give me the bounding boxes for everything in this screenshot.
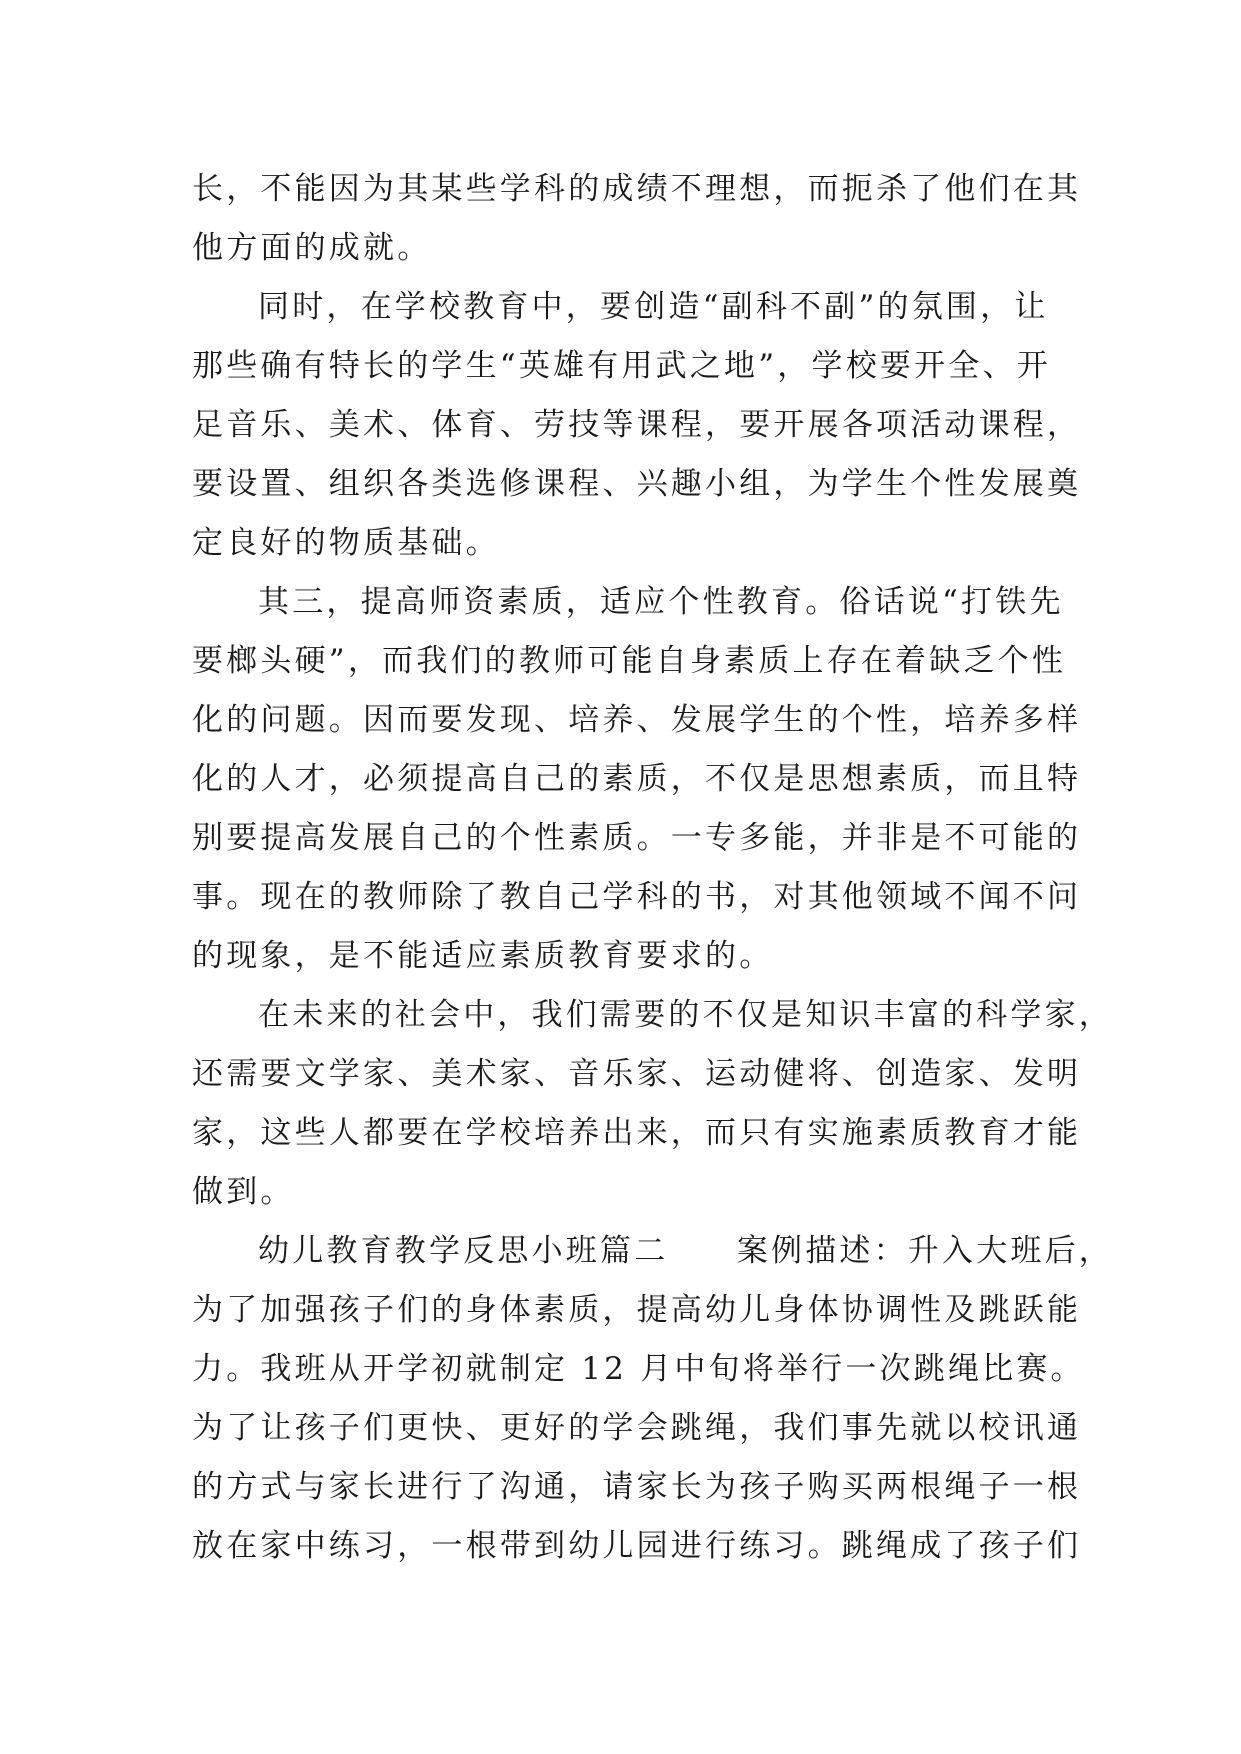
text-line: 事。现在的教师除了教自己学科的书，对其他领域不闻不问 (192, 879, 1082, 915)
text-line: 其三，提高师资素质，适应个性教育。俗话说“打铁先 (258, 584, 1064, 620)
text-line: 的方式与家长进行了沟通，请家长为孩子购买两根绳子一根 (192, 1469, 1082, 1505)
text-line: 那些确有特长的学生“英雄有用武之地”，学校要开全、开 (192, 348, 1051, 384)
body-text (192, 160, 1113, 1576)
text-line: 为了加强孩子们的身体素质，提高幼儿身体协调性及跳跃能 (192, 1292, 1082, 1328)
text-line: 足音乐、美术、体育、劳技等课程，要开展各项活动课程， (192, 407, 1082, 443)
text-line: 做到。 (192, 1174, 295, 1210)
text-line: 定良好的物质基础。 (192, 525, 500, 561)
text-line: 长，不能因为其某些学科的成绩不理想，而扼杀了他们在其 (192, 171, 1082, 207)
text-line: 家，这些人都要在学校培养出来，而只有实施素质教育才能 (192, 1115, 1082, 1151)
text-line: 要榔头硬”，而我们的教师可能自身素质上存在着缺乏个性 (192, 643, 1067, 679)
text-line: 的现象，是不能适应素质教育要求的。 (192, 938, 774, 974)
text-line: 要设置、组织各类选修课程、兴趣小组，为学生个性发展奠 (192, 466, 1082, 502)
text-line: 还需要文学家、美术家、音乐家、运动健将、创造家、发明 (192, 1056, 1082, 1092)
text-line: 别要提高发展自己的个性素质。一专多能，并非是不可能的 (192, 820, 1082, 856)
text-line: 幼儿教育教学反思小班篇二 案例描述：升入大班后， (258, 1233, 1113, 1269)
text-line: 放在家中练习，一根带到幼儿园进行练习。跳绳成了孩子们 (192, 1528, 1082, 1564)
text-line: 他方面的成就。 (192, 230, 432, 266)
text-line: 在未来的社会中，我们需要的不仅是知识丰富的科学家， (258, 997, 1113, 1033)
text-line: 化的人才，必须提高自己的素质，不仅是思想素质，而且特 (192, 761, 1082, 797)
text-line: 化的问题。因而要发现、培养、发展学生的个性，培养多样 (192, 702, 1082, 738)
text-line: 为了让孩子们更快、更好的学会跳绳，我们事先就以校讯通 (192, 1410, 1082, 1446)
text-line: 力。我班从开学初就制定 12 月中旬将举行一次跳绳比赛。 (192, 1351, 1085, 1387)
text-line: 同时，在学校教育中，要创造“副科不副”的氛围，让 (258, 289, 1049, 325)
